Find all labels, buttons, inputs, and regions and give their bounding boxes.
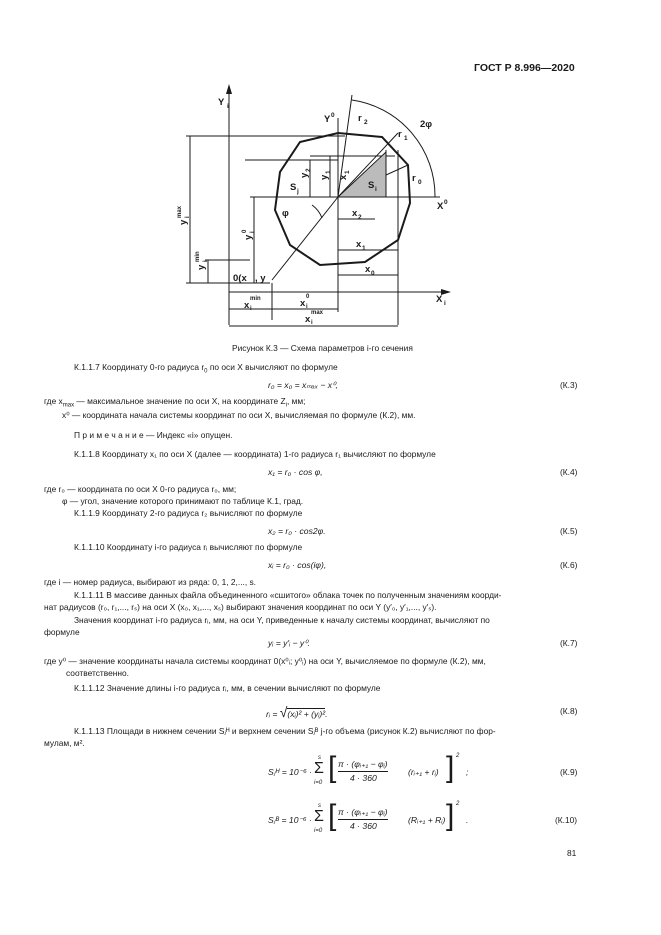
equation-k6-number: (К.6) [560,560,578,570]
svg-text:2: 2 [364,119,368,126]
where-i: где i — номер радиуса, выбирают из ряда: 0, 1, 2,..., s. [44,577,257,587]
r1-label: r [398,129,402,140]
where-phi: φ — угол, значение которого принимают по таблице К.1, град. [62,496,304,506]
svg-text:i: i [203,260,209,262]
y1-label: y [319,174,330,180]
radius-r2-line [338,95,352,197]
svg-text:j: j [297,188,299,195]
paragraph-yi-line1: Значения координат i-го радиуса rᵢ, мм, на оси Y, приведенные к началу системы координат, вычисляют по [74,615,490,625]
where-r0: где r₀ — координата по оси X 0-го радиуса r₀, мм; [44,484,237,494]
y-axis-label: Y [218,97,225,108]
equation-k5-number: (К.5) [560,526,578,536]
document-standard-header: ГОСТ Р 8.996—2020 [474,62,575,74]
paragraph-k11110: К.1.1.10 Координату i-го радиуса rᵢ вычисляют по формуле [74,542,303,552]
equation-k7: yᵢ = y′ᵢ − y⁰. [268,638,311,648]
paragraph-k11113-line2: мулам, м². [44,738,85,748]
section-parameters-diagram [0,0,661,340]
x-axis-label: X [436,294,443,305]
equation-k10-number: (К.10) [555,815,578,825]
two-phi-label: 2φ [420,119,433,130]
where-xmax: где $x_{max}$ — максимальное значение по оси X, на координате $Z_i$, мм; [44,396,306,409]
x0i-label: x [300,298,306,309]
paragraph-k11113-line1: К.1.1.13 Площади в нижнем сечении Sⱼᴴ и верхнем сечении Sⱼᴮ j-го объема (рисунок К.2) вычисляют по фор- [74,726,496,736]
origin-label: 0(x [233,273,247,284]
svg-text:max: max [177,205,183,218]
paragraph-k1119: К.1.1.9 Координату 2-го радиуса r₂ вычисляют по формуле [74,508,303,518]
svg-text:i: i [306,304,308,310]
paragraph-k11112: К.1.1.12 Значение длины i-го радиуса rᵢ, мм, в сечении вычисляют по формуле [74,683,381,693]
svg-text:min: min [195,251,201,262]
where-y0-line1: где y⁰ — значение координаты начала системы координат 0(x⁰ᵢ; y⁰ᵢ) на оси Y, вычисляемое по формуле (К.2), мм, [44,656,486,666]
x0-label: x [365,264,371,275]
y0i-label: y [243,234,254,240]
equation-k8: rᵢ = √(xᵢ)² + (yᵢ)². [266,704,328,720]
svg-text:i: i [375,186,377,193]
y0-axis-label: Y [324,114,331,125]
svg-text:i: i [444,300,446,307]
equation-k4-number: (К.4) [560,467,578,477]
where-y0-line2: соответственно. [66,668,129,678]
svg-text:i: i [185,216,191,218]
paragraph-k11111-line2: нат радиусов (r₀, r₁,..., rₛ) на оси X (x₀, x₁,..., xₛ) выбирают значения координат по оси Y (y′₀, y′₁,..., y′ₛ). [44,602,437,612]
svg-text:min: min [250,296,261,302]
svg-text:2: 2 [358,214,362,221]
x0-axis-label: X [437,201,444,212]
equation-k6: xᵢ = r₀ · cos(iφ), [268,560,327,570]
phi-arc [312,205,322,218]
svg-text:0: 0 [331,112,335,119]
paragraph-k11111-line1: К.1.1.11 В массиве данных файла объединенного «сшитого» облака точек по полученным значениям коорди- [74,590,502,600]
si-label: S [368,180,375,191]
equation-k7-number: (К.7) [560,638,578,648]
x2-label: x [352,208,358,219]
ymin-label: y [196,264,207,270]
y-axis-arrow [226,84,232,94]
figure-caption: Рисунок К.3 — Схема параметров i-го сечения [232,343,413,353]
equation-k9-number: (К.9) [560,767,578,777]
paragraph-k1118: К.1.1.8 Координату x₁ по оси X (далее — координата) 1-го радиуса r₁ вычисляют по формуле [74,449,436,459]
xmin-label: x [244,300,250,311]
equation-k5: x₂ = r₀ · cos2φ. [268,526,326,536]
equation-k4: x₁ = r₀ · cos φ, [268,467,323,477]
equation-k3: r₀ = x₀ = xₘₐₓ − x⁰, [268,380,338,390]
paragraph-k1117: К.1.1.7 Координату 0-го радиуса $r_0$ по оси X вычисляют по формуле [74,362,338,375]
equation-k8-number: (К.8) [560,706,578,716]
svg-text:i: i [250,306,252,312]
svg-text:0: 0 [242,229,248,233]
svg-text:i: i [227,103,229,110]
y2-label: y [299,172,310,178]
section-contour [275,133,410,265]
xmax-label: x [305,314,311,325]
svg-text:, y: , y [255,273,266,284]
page-number: 81 [567,848,577,858]
x1-label: x [356,239,362,250]
note: П р и м е ч а н и е — Индекс «i» опущен. [74,430,233,440]
svg-text:2: 2 [305,168,312,172]
svg-text:0: 0 [444,199,448,206]
x1-inner-label: x [338,174,349,180]
svg-text:i: i [250,231,256,233]
ymax-label: y [178,219,189,225]
svg-text:1: 1 [404,135,408,142]
r0-label: r [412,173,416,184]
svg-text:1: 1 [362,245,366,252]
equation-k3-number: (К.3) [560,380,578,390]
svg-text:i: i [311,320,313,326]
svg-text:1: 1 [344,170,351,174]
paragraph-yi-line2: формуле [44,627,80,637]
where-x0: x⁰ — координата начала системы координат по оси X, вычисляемая по формуле (К.2), мм. [62,410,416,420]
r2-label: r [358,113,362,124]
svg-text:0: 0 [371,270,375,277]
svg-text:0: 0 [418,179,422,186]
sj-label: S [290,182,297,193]
x-axis-arrow [441,289,451,295]
svg-text:1: 1 [325,170,332,174]
svg-text:max: max [311,310,324,316]
svg-text:0: 0 [306,294,310,300]
phi-label: φ [282,208,289,219]
